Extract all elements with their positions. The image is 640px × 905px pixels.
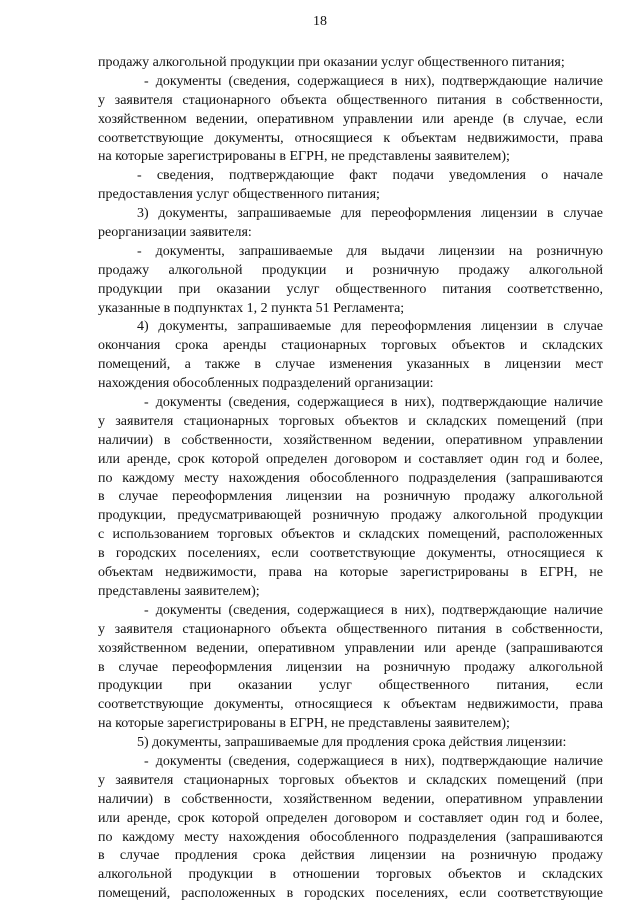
- text-line: у заявителя стационарных торговых объектов и складских помещений (при: [98, 413, 603, 429]
- text-line: наличии) в собственности, хозяйственном ведении, оперативном управлении: [98, 432, 603, 448]
- text-line: продукции, предусматривающей розничную продажу алкогольной продукции: [98, 508, 603, 524]
- text-line: указанные в подпунктах 1, 2 пункта 51 Регламента;: [98, 300, 405, 316]
- text-line: - документы, запрашиваемые для выдачи лицензии на розничную: [137, 243, 603, 259]
- text-line: окончания срока аренды стационарных торговых объектов и складских: [98, 338, 603, 354]
- text-line: в случае продления срока действия лицензии на розничную продажу: [98, 848, 603, 864]
- text-line: хозяйственном ведении, оперативном управлении или аренде (в случае, если: [98, 111, 603, 127]
- text-line: представлены заявителем);: [98, 583, 260, 599]
- text-line: реорганизации заявителя:: [98, 225, 252, 241]
- document-body: [98, 54, 603, 904]
- text-line: - документы (сведения, содержащиеся в них), подтверждающие наличие: [144, 73, 603, 89]
- text-line: в городских поселениях, если соответствующие документы, относящиеся к: [98, 546, 603, 562]
- text-line: хозяйственном ведении, оперативном управлении или аренде (запрашиваются: [98, 640, 603, 656]
- text-line: на которые зарегистрированы в ЕГРН, не представлены заявителем);: [98, 149, 510, 165]
- text-line: 4) документы, запрашиваемые для переоформления лицензии в случае: [137, 319, 603, 335]
- text-line: по каждому месту нахождения обособленного подразделения (запрашиваются: [98, 829, 603, 845]
- text-line: - документы (сведения, содержащиеся в них), подтверждающие наличие: [144, 602, 603, 618]
- text-line: соответствующие документы, относящиеся к объектам недвижимости, права: [98, 697, 603, 713]
- text-line: у заявителя стационарных торговых объектов и складских помещений (при: [98, 772, 603, 788]
- text-line: 3) документы, запрашиваемые для переоформления лицензии в случае: [137, 206, 603, 222]
- text-line: помещений, а также в случае изменения указанных в лицензии мест: [98, 357, 603, 373]
- text-line: у заявителя стационарного объекта общественного питания в собственности,: [98, 621, 603, 637]
- text-line: продажу алкогольной продукции и розничную продажу алкогольной: [98, 262, 603, 278]
- text-line: соответствующие документы, относящиеся к объектам недвижимости, права: [98, 130, 603, 146]
- text-line: на которые зарегистрированы в ЕГРН, не представлены заявителем);: [98, 716, 510, 732]
- text-line: или аренде, срок которой определен договором и составляет один год и более,: [98, 451, 603, 467]
- text-line: - документы (сведения, содержащиеся в них), подтверждающие наличие: [144, 753, 603, 769]
- text-line: в случае переоформления лицензии на розничную продажу алкогольной: [98, 659, 603, 675]
- text-line: - сведения, подтверждающие факт подачи уведомления о начале: [137, 168, 603, 184]
- text-line: наличии) в собственности, хозяйственном ведении, оперативном управлении: [98, 791, 603, 807]
- text-line: по каждому месту нахождения обособленного подразделения (запрашиваются: [98, 470, 603, 486]
- text-line: в случае переоформления лицензии на розничную продажу алкогольной: [98, 489, 603, 505]
- text-line: - документы (сведения, содержащиеся в них), подтверждающие наличие: [144, 395, 603, 411]
- page-number: 18: [313, 14, 327, 29]
- text-line: продукции при оказании услуг общественного питания, если: [98, 678, 603, 694]
- text-line: предоставления услуг общественного питания;: [98, 187, 380, 203]
- text-line: у заявителя стационарного объекта общественного питания в собственности,: [98, 92, 603, 108]
- text-line: алкогольной продукции в отношении торговых объектов и складских: [98, 867, 603, 883]
- text-line: объектам недвижимости, права на которые зарегистрированы в ЕГРН, не: [98, 565, 603, 581]
- text-line: продажу алкогольной продукции при оказании услуг общественного питания;: [98, 55, 565, 70]
- text-line: с использованием торговых объектов и складских помещений, расположенных: [98, 527, 603, 543]
- text-line: продукции при оказании услуг общественного питания соответственно,: [98, 281, 603, 297]
- text-line: или аренде, срок которой определен договором и составляет один год и более,: [98, 810, 603, 826]
- text-line: 5) документы, запрашиваемые для продления срока действия лицензии:: [137, 735, 567, 751]
- text-line: помещений, расположенных в городских поселениях, если соответствующие: [98, 886, 603, 902]
- text-line: нахождения обособленных подразделений организации:: [98, 376, 434, 392]
